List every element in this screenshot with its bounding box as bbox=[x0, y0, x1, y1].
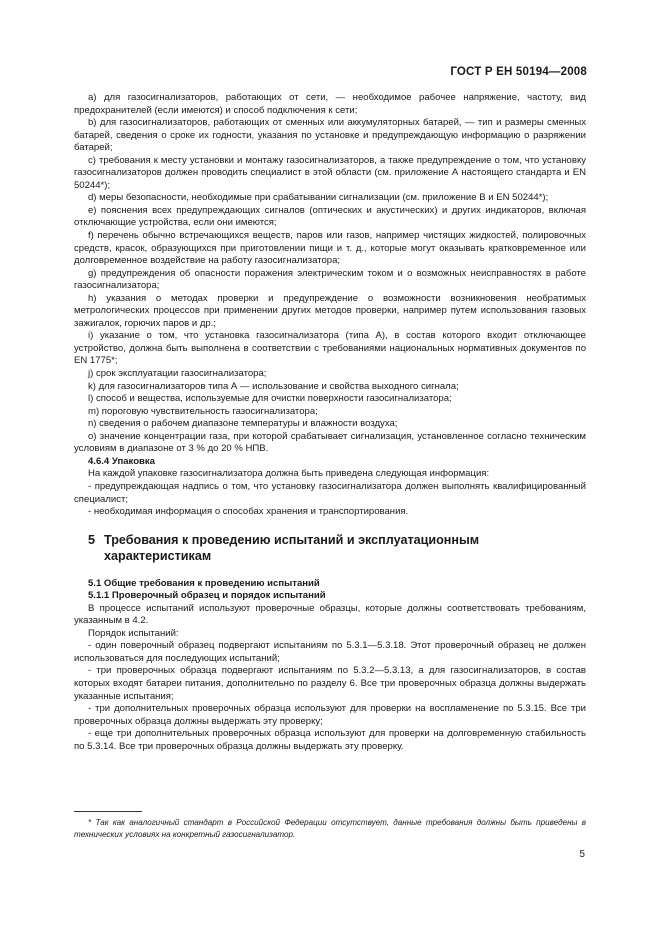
list-item-d: d) меры безопасности, необходимые при срабатывании сигнализации (см. приложение В и EN 50244*); bbox=[88, 192, 549, 204]
list-item-m: m) пороговую чувствительность газосигнализатора; bbox=[88, 405, 318, 417]
list-item-n: n) сведения о рабочем диапазоне температуры и влажности воздуха; bbox=[88, 418, 398, 430]
packaging-item: - необходимая информация о способах хранения и транспортирования. bbox=[88, 506, 409, 518]
footnote-divider bbox=[74, 811, 142, 812]
list-item-f: f) перечень обычно встречающихся веществ, паров или газов, например чистящих жидкостей, полировочных средств, красок, образующихся при приготовлении пищи и т. д., которые могут оказывать кратковременное или долговременное воздействие на работу газосигнализатора; bbox=[74, 230, 586, 267]
list-item-k: k) для газосигнализаторов типа А — использование и свойства выходного сигнала; bbox=[88, 380, 459, 392]
list-item-l: l) способ и вещества, используемые для очистки поверхности газосигнализатора; bbox=[88, 393, 452, 405]
section-number: 5 bbox=[88, 532, 96, 547]
list-item-j: j) срок эксплуатации газосигнализатора; bbox=[88, 368, 267, 380]
document-body bbox=[74, 92, 586, 753]
list-item-o: o) значение концентрации газа, при которой срабатывает сигнализация, установленное согласно техническим условиям в диапазоне от 3 % до 20 % НПВ. bbox=[74, 430, 586, 455]
packaging-heading: 4.6.4 Упаковка bbox=[88, 455, 155, 467]
list-item-g: g) предупреждения об опасности поражения электрическим током и о возможных неисправностях в работе газосигнализатора; bbox=[74, 267, 586, 292]
section-title-line2: характеристикам bbox=[104, 548, 212, 563]
paragraph: В процессе испытаний используют проверочные образцы, которые должны соответствовать требованиям, указанным в 4.2. bbox=[74, 602, 586, 627]
test-order-item: - еще три дополнительных проверочных образца используют для проверки на долговременную стабильность по 5.3.14. Все три проверочных образца должны выдержать эту проверку. bbox=[74, 728, 586, 752]
packaging-item: - предупреждающая надпись о том, что установку газосигнализатора должен выполнять квалифицированный специалист; bbox=[74, 480, 586, 505]
paragraph: Порядок испытаний: bbox=[88, 627, 179, 639]
page-number: 5 bbox=[579, 849, 585, 860]
footnote: * Так как аналогичный стандарт в Российской Федерации отсутствует, данные требования должны быть приведены в технических условиях на конкретный газосигнализатор. bbox=[74, 818, 586, 839]
test-order-item: - три проверочных образца подвергают испытаниям по 5.3.2—5.3.13, а для газосигнализаторов, в состав которых входят батареи питания, дополнительно по разделу 6. Все три проверочных образца должны выдержать указанные испытания; bbox=[74, 665, 586, 702]
packaging-intro: На каждой упаковке газосигнализатора должна быть приведена следующая информация: bbox=[88, 468, 490, 480]
list-item-b: b) для газосигнализаторов, работающих от сменных или аккумуляторных батарей, — тип и размеры сменных батарей, сведения о сроке их годности, указания по установке и предупреждающую информацию о разряжении батарей; bbox=[74, 117, 586, 154]
subsection-heading: 5.1 Общие требования к проведению испытаний bbox=[88, 577, 320, 589]
subsection-heading: 5.1.1 Проверочный образец и порядок испытаний bbox=[88, 590, 326, 602]
list-item-c: c) требования к месту установки и монтажу газосигнализаторов, а также предупреждение о том, что установку газосигнализаторов должен проводить специалист в этой области (см. приложение А настоящего стандарта и EN 50244*); bbox=[74, 154, 586, 191]
list-item-i: i) указание о том, что установка газосигнализатора (типа А), в состав которого входит отключающее устройство, должна быть выполнена в соответствии с требованиями национальных нормативных документов по EN 1775*; bbox=[74, 330, 586, 367]
section-title bbox=[74, 532, 586, 564]
test-order-item: - один поверочный образец подвергают испытаниям по 5.3.1—5.3.18. Этот проверочный образец не должен использоваться для последующих испытаний; bbox=[74, 640, 586, 664]
section-title-line1: Требования к проведению испытаний и эксплуатационным bbox=[104, 532, 480, 547]
document-header: ГОСТ Р ЕН 50194—2008 bbox=[450, 66, 587, 78]
test-order-item: - три дополнительных проверочных образца используют для проверки на воспламенение по 5.3.15. Все три проверочных образца должны выдержать эту проверку; bbox=[74, 703, 586, 727]
list-item-h: h) указания о методах проверки и предупреждение о возможности возникновения необратимых метрологических процессов при применении других методов проверки, например путем использования газовых зажигалок, горючих паров и др.; bbox=[74, 292, 586, 329]
list-item-e: e) пояснения всех предупреждающих сигналов (оптических и акустических) и других индикаторов, включая отключающие устройства, если они имеются; bbox=[74, 204, 586, 229]
list-item-a: а) для газосигнализаторов, работающих от сети, — необходимое рабочее напряжение, частоту, вид предохранителей (если имеются) и способ подключения к сети; bbox=[74, 92, 586, 116]
